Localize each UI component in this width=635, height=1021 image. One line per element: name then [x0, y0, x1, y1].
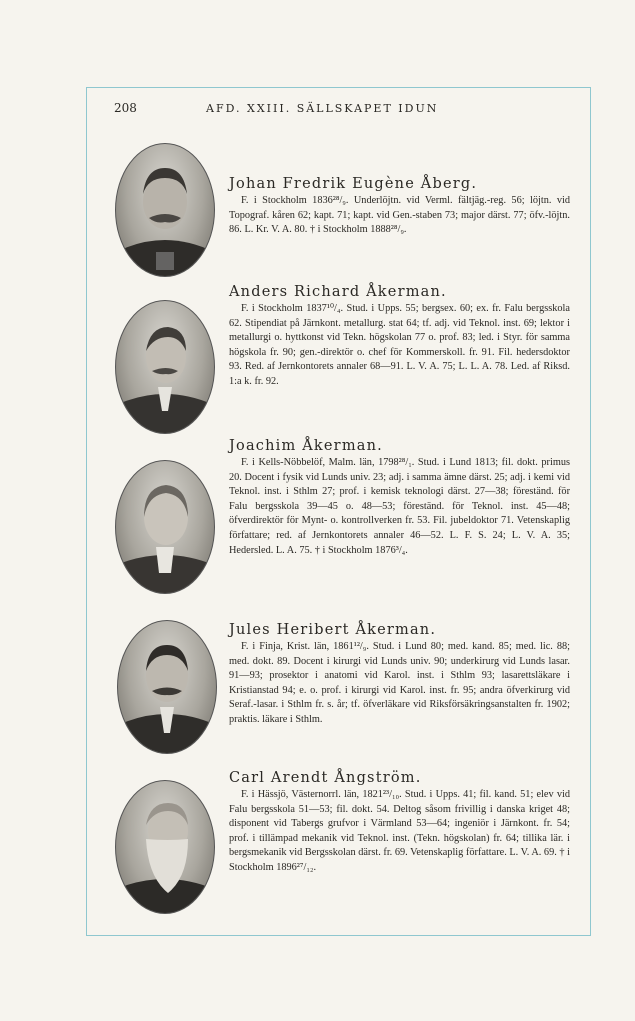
portrait-angstrom: [115, 780, 215, 914]
entry-bio: F. i Hässjö, Västernorrl. län, 1821²³/₁₀. Stud. i Upps. 41; fil. kand. 51; elev vid Falu bergsskola 51—53; fil. dokt. 54. Deltog såsom frivillig i danska kriget 48; disponent vid Tabergs grufvor i Värmland 53—64; ingeniör i Järnkont. fr. 54; prof. i tillämpad mekanik vid Teknol. inst. (Tekn. högskolan) fr. 64; tillika lär. i bergsmekanik vid Bergsskolan därst. fr. 69. Vetenskaplig författare. L. V. A. 69. † i Stockholm 1896²⁷/₁₂.: [229, 789, 570, 873]
entry-bio: F. i Stockholm 1836²⁸/₉. Underlöjtn. vid Verml. fältjäg.-reg. 56; löjtn. vid Topograf. kåren 62; kapt. 71; kapt. vid Gen.-staben 73; major därst. 77; öfv.-löjtn. 86. L. Kr. V. A. 80. † i Stockholm 1888²⁸/₉.: [229, 195, 570, 236]
entry-bio: F. i Stockholm 1837¹⁰/₄. Stud. i Upps. 55; bergsex. 60; ex. fr. Falu bergsskola 62. Stipendiat på Järnkont. metallurg. stat 64; tf. adj. vid Teknol. inst. 69; lektor i metallurgi o. hyttkonst vid Tekn. högskolan 77 o. prof. 83; led. i Styr. för samma högskola fr. 90; gen.-direktör o. chef för Kommerskoll. fr. 91. Fil. hedersdoktor 93. Red. af Jernkontorets annaler 68—91. L. V. A. 75; L. L. A. 78. Led. af Riksd. 1:a k. fr. 92.: [229, 303, 570, 387]
portrait-aberg: [115, 143, 215, 277]
entry-name: Joachim Åkerman.: [229, 438, 383, 454]
entry-name: Johan Fredrik Eugène Åberg.: [229, 176, 478, 192]
entry-angstrom: [229, 770, 570, 876]
entry-joachim-akerman: [229, 438, 570, 558]
running-head: AFD. XXIII. SÄLLSKAPET IDUN: [206, 102, 439, 115]
entry-name: Anders Richard Åkerman.: [229, 284, 447, 300]
page-header: [114, 101, 584, 119]
entry-name: Jules Heribert Åkerman.: [229, 622, 437, 638]
entry-anders-akerman: [229, 284, 570, 390]
entry-aberg: [229, 176, 570, 238]
portrait-jules-akerman: [117, 620, 217, 754]
portrait-joachim-akerman: [115, 460, 215, 594]
entry-bio: F. i Finja, Krist. län, 1861¹²/₉. Stud. i Lund 80; med. kand. 85; med. lic. 88; med. dokt. 89. Docent i kirurgi vid Lunds univ. 90; underkirurg vid Lunds lasar. 91—93; prosektor i anatomi vid Karol. inst. i Sthlm 93; lasarettsläkare i Kristianstad 94; e. o. prof. i kirurgi vid Karol. inst. fr. 95; andra öfverkirurg vid Seraf.-lasar. i Sthlm fr. s. år; tf. öfverläkare vid Riksförsäkringsanstalten fr. 1902; praktis. läkare i Sthlm.: [229, 641, 570, 725]
entry-jules-akerman: [229, 622, 570, 728]
entry-bio: F. i Kells-Nöbbelöf, Malm. län, 1798²⁸/₁. Stud. i Lund 1813; fil. dokt. primus 20. Docent i fysik vid Lunds univ. 23; adj. i samma ämne därst. 25; adj. i kemi vid Teknol. inst. i Sthlm 27; prof. i kemisk teknologi därst. 27—38; föreständ. för Falu bergsskola 39—45 o. 48—53; föreständ. för Teknol. inst. 45—48; öfverdirektör för Mynt- o. kontrollverken fr. 53. Fil. jubeldoktor 71. Vetenskaplig författare; red. af Jernkontorets annaler 46—52. L. F. S. 24; L. V. A. 35; Hedersled. L. A. 75. † i Stockholm 1876³/₄.: [229, 457, 570, 556]
page-number: 208: [114, 101, 137, 115]
entry-name: Carl Arendt Ångström.: [229, 770, 422, 786]
portrait-anders-akerman: [115, 300, 215, 434]
